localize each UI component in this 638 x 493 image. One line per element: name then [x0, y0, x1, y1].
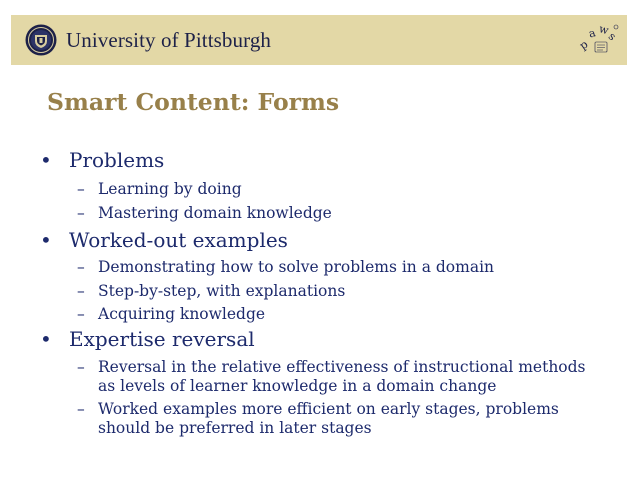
slide-title: Smart Content: Forms [47, 88, 340, 116]
bullet-dot-icon: • [40, 228, 52, 252]
svg-text:s: s [605, 29, 619, 44]
sub-bullet-text: Demonstrating how to solve problems in a domain [98, 258, 495, 276]
dash-icon: – [77, 305, 85, 323]
sub-bullet-text: Worked examples more efficient on early stages, problems should be preferred in later stages [98, 400, 559, 437]
dash-icon: – [77, 400, 85, 418]
sub-bullet-text: Acquiring knowledge [98, 305, 266, 323]
sub-bullet-item [77, 282, 557, 301]
dash-icon: – [77, 358, 85, 376]
sub-bullet-item [77, 305, 557, 324]
dash-icon: – [77, 282, 85, 300]
bullet-item [40, 148, 164, 172]
svg-text:a: a [587, 26, 597, 41]
dash-icon: – [77, 204, 85, 222]
bullet-dot-icon: • [40, 148, 52, 172]
sub-bullet-item [77, 358, 597, 396]
sub-bullet-item [77, 180, 557, 199]
dash-icon: – [77, 258, 85, 276]
sub-bullet-item [77, 400, 597, 438]
sub-bullet-item [77, 258, 577, 277]
bullet-item [40, 228, 288, 252]
bullet-text: Worked-out examples [69, 228, 288, 252]
bullet-dot-icon: • [40, 327, 52, 351]
svg-text:w: w [597, 22, 611, 38]
bullet-item [40, 327, 255, 351]
sub-bullet-text: Reversal in the relative effectiveness of instructional methods as levels of learner knowledge in a domain change [98, 358, 586, 395]
bullet-text: Problems [69, 148, 165, 172]
dash-icon: – [77, 180, 85, 198]
sub-bullet-text: Mastering domain knowledge [98, 204, 332, 222]
sub-bullet-text: Step-by-step, with explanations [98, 282, 346, 300]
svg-text:p: p [577, 37, 591, 53]
university-name: University of Pittsburgh [66, 28, 272, 52]
bullet-text: Expertise reversal [69, 327, 255, 351]
sub-bullet-text: Learning by doing [98, 180, 242, 198]
sub-bullet-item [77, 204, 557, 223]
